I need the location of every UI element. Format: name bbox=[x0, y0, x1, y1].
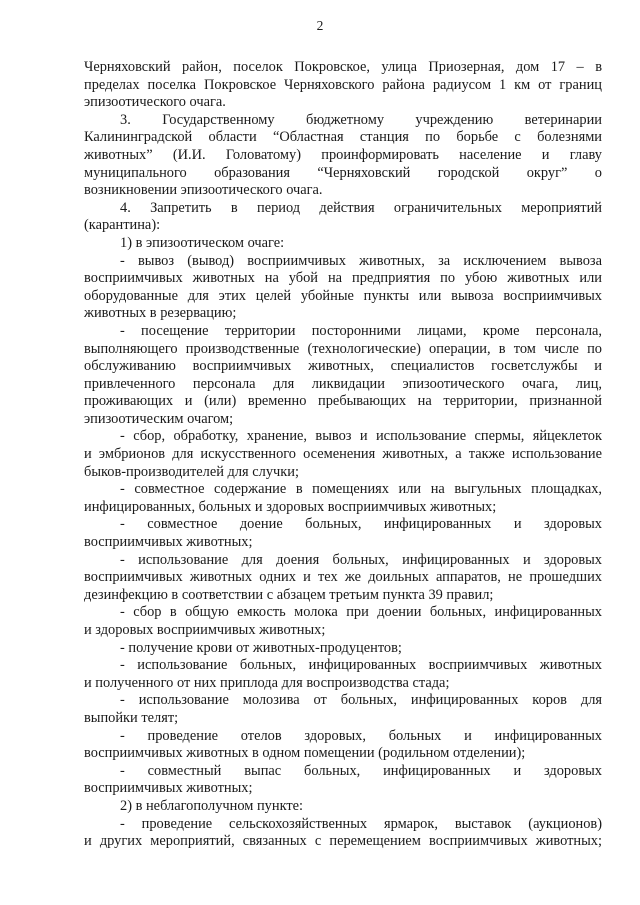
text-line: животных” (И.И. Головатому) проинформировать население и главу bbox=[84, 146, 602, 163]
text-line: восприимчивых животных на убой на предприятия по убою животных или bbox=[84, 270, 602, 287]
text-line: 1) в эпизоотическом очаге: bbox=[120, 234, 285, 251]
text-line: - использование для доения больных, инфицированных и здоровых bbox=[120, 551, 602, 568]
text-line: восприимчивых животных; bbox=[84, 534, 253, 551]
text-line: быков-производителей для случки; bbox=[84, 463, 299, 480]
text-line: - сбор, обработку, хранение, вывоз и использование спермы, яйцеклеток bbox=[120, 428, 602, 445]
text-line: - сбор в общую емкость молока при доении больных, инфицированных bbox=[120, 604, 602, 621]
text-line: - получение крови от животных-продуцентов; bbox=[120, 639, 402, 656]
text-line: эпизоотического очага. bbox=[84, 94, 226, 111]
text-line: животных в резервацию; bbox=[84, 305, 237, 322]
text-line: 4. Запретить в период действия ограничительных мероприятий bbox=[120, 199, 602, 216]
text-line: восприимчивых животных; bbox=[84, 780, 253, 797]
text-line: инфицированных, больных и здоровых восприимчивых животных; bbox=[84, 498, 497, 515]
text-line: возникновении эпизоотического очага. bbox=[84, 182, 323, 199]
text-line: и эмбрионов для искусственного осеменения животных, а также использование bbox=[84, 446, 602, 463]
text-line: - проведение отелов здоровых, больных и инфицированных bbox=[120, 727, 602, 744]
text-line: - использование больных, инфицированных восприимчивых животных bbox=[120, 657, 602, 674]
text-line: обслуживанию восприимчивых животных, специалистов госветслужбы и bbox=[84, 358, 602, 375]
text-line: проживающих и (или) временно пребывающих на территории, признанной bbox=[84, 393, 602, 410]
text-line: привлеченного персонала для ликвидации эпизоотического очага, лиц, bbox=[84, 375, 602, 392]
text-line: восприимчивых животных одних и тех же доильных аппаратов, не прошедших bbox=[84, 569, 602, 586]
text-line: и здоровых восприимчивых животных; bbox=[84, 622, 326, 638]
text-line: пределах поселка Покровское Черняховского района радиусом 1 км от границ bbox=[84, 76, 602, 93]
text-line: выпойки телят; bbox=[84, 709, 179, 726]
text-line: оборудованные для этих целей убойные пункты или вывоза восприимчивых bbox=[84, 287, 602, 304]
text-line: 3. Государственному бюджетному учреждению ветеринарии bbox=[120, 111, 602, 128]
text-line: (карантина): bbox=[84, 217, 161, 234]
text-line: Калининградской области “Областная станция по борьбе с болезнями bbox=[84, 129, 602, 146]
text-line: восприимчивых животных в одном помещении (родильном отделении); bbox=[84, 745, 526, 762]
text-line: муниципального образования “Черняховский городской округ” о bbox=[84, 164, 602, 181]
text-line: Черняховский район, поселок Покровское, улица Приозерная, дом 17 – в bbox=[84, 59, 602, 75]
text-line: - совместное доение больных, инфицированных и здоровых bbox=[120, 516, 602, 533]
text-line: - совместный выпас больных, инфицированных и здоровых bbox=[120, 762, 602, 779]
text-line: выполняющего производственные (технологические) операции, в том числе по bbox=[84, 340, 602, 357]
text-line: дезинфекцию в соответствии с абзацем третьим пункта 39 правил; bbox=[84, 586, 494, 603]
text-line: - совместное содержание в помещениях или на выгульных площадках, bbox=[120, 481, 602, 498]
text-line: - вывоз (вывод) восприимчивых животных, за исключением вывоза bbox=[120, 252, 602, 269]
text-line: и полученного от них приплода для воспроизводства стада; bbox=[84, 674, 450, 691]
text-line: - проведение сельскохозяйственных ярмарок, выставок (аукционов) bbox=[120, 815, 602, 832]
text-line: 2) в неблагополучном пункте: bbox=[120, 797, 304, 814]
text-line: эпизоотическим очагом; bbox=[84, 410, 234, 427]
text-line: - использование молозива от больных, инфицированных коров для bbox=[120, 692, 602, 709]
text-line: - посещение территории посторонними лицами, кроме персонала, bbox=[120, 322, 602, 339]
document-body bbox=[84, 59, 602, 851]
page-number: 2 bbox=[316, 18, 324, 33]
text-line: и других мероприятий, связанных с перемещением восприимчивых животных; bbox=[84, 833, 602, 850]
